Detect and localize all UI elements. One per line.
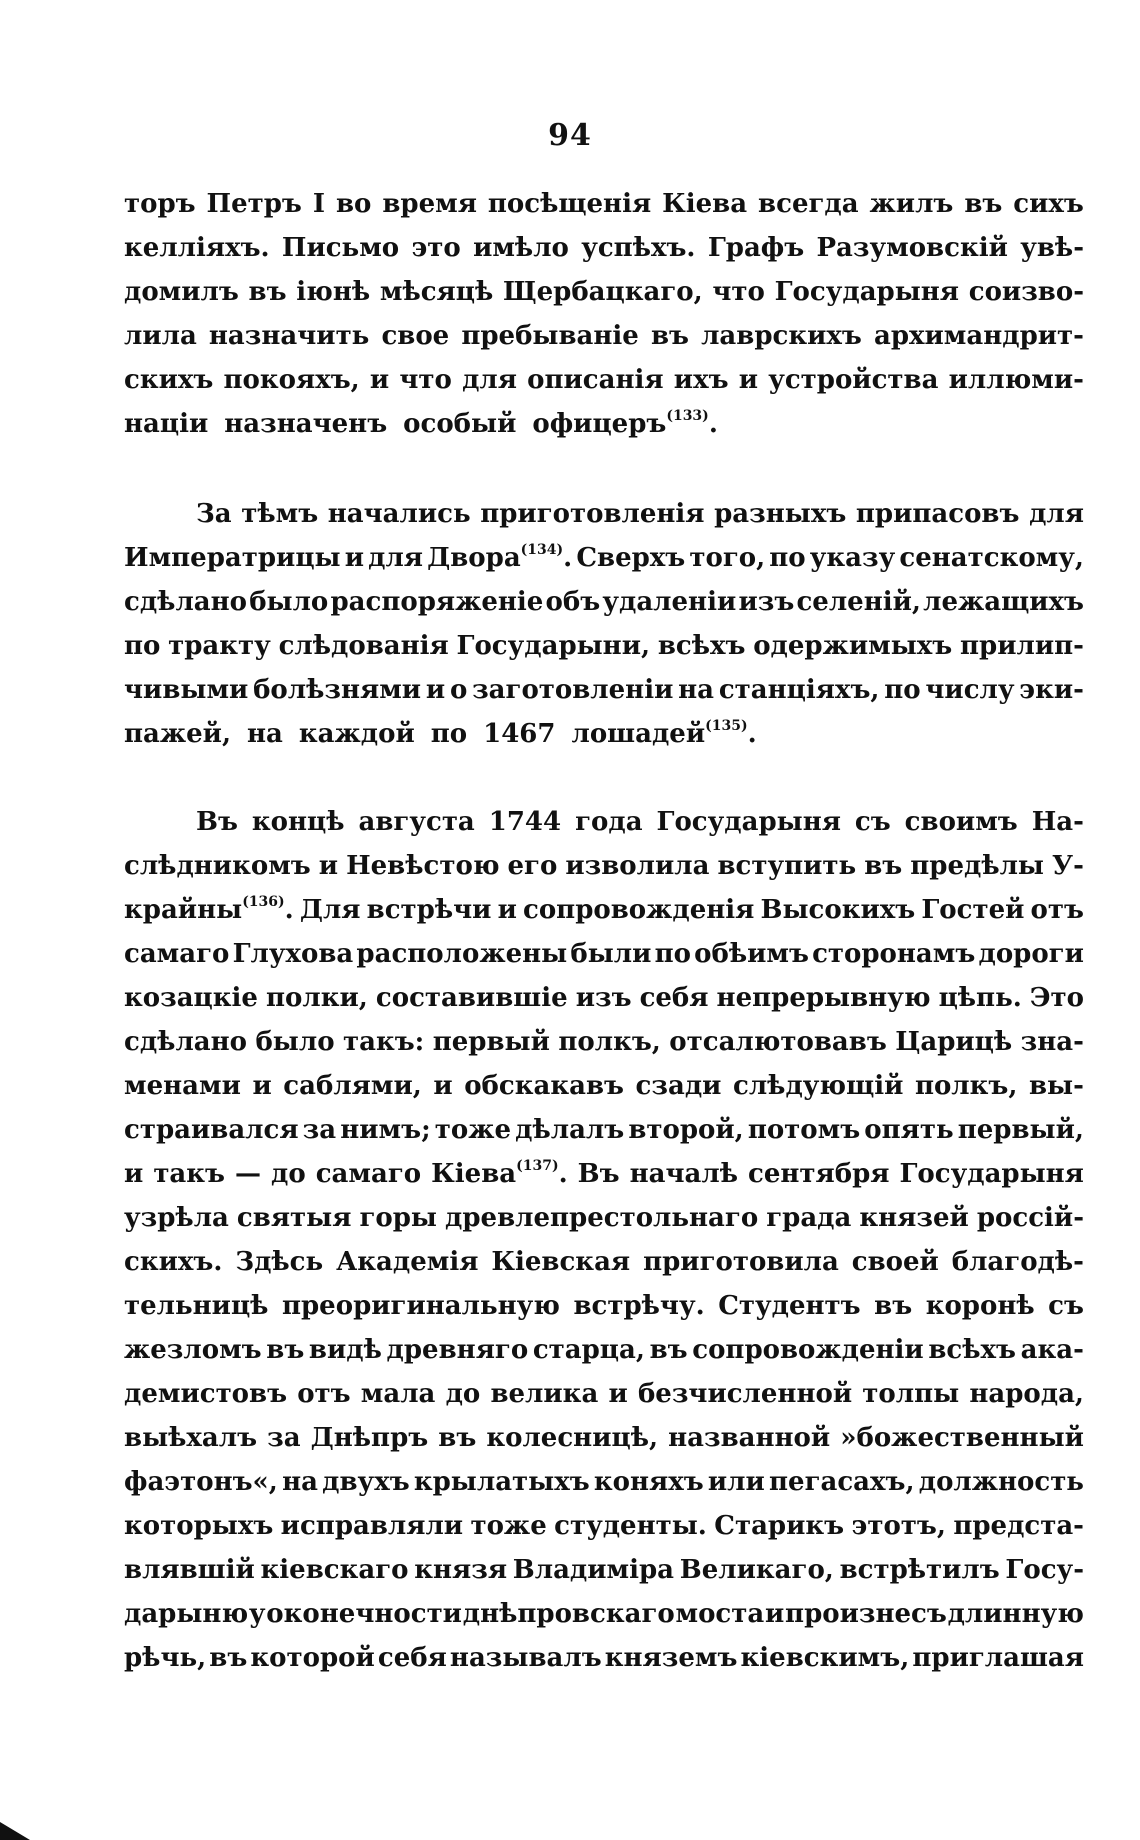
word: встрѣтилъ — [839, 1555, 1000, 1585]
word: Студентъ — [718, 1291, 861, 1321]
word: одержимыхъ — [753, 631, 953, 661]
word: сторонамъ — [812, 939, 976, 969]
word: Великаго, — [679, 1555, 834, 1585]
word: по — [654, 939, 691, 969]
word: жезломъ — [124, 1335, 262, 1365]
word: пажей, — [124, 719, 232, 749]
word: Государыня — [899, 1159, 1084, 1189]
word: своей — [851, 1247, 939, 1277]
footnote-reference: (136) — [242, 894, 285, 910]
word: моста — [675, 1599, 765, 1629]
word: въ — [248, 277, 287, 307]
word: расположены — [356, 939, 568, 969]
word: двухъ — [322, 1467, 410, 1497]
word: въ — [964, 189, 1003, 219]
word: начались — [327, 499, 471, 529]
word: и — [369, 365, 390, 395]
word: у — [248, 1599, 266, 1629]
word: обскакавъ — [464, 1071, 624, 1101]
word: въ — [874, 1291, 913, 1321]
word: и — [738, 365, 758, 395]
word: себя — [377, 1643, 447, 1673]
word: успѣхъ. — [581, 233, 696, 263]
paragraph-2 — [124, 492, 1084, 756]
page-number: 94 — [548, 118, 592, 153]
word: отъ — [1030, 895, 1084, 925]
word: заготовленіи — [472, 675, 674, 705]
word: самаго — [315, 1159, 422, 1189]
word: посѣщенія — [487, 189, 652, 219]
word: своимъ — [904, 807, 1018, 837]
text-line — [124, 226, 1084, 270]
word: Государыня — [774, 277, 960, 307]
word: узрѣла — [124, 1203, 229, 1233]
footnote-reference: (133) — [666, 408, 709, 424]
word: дарыню — [124, 1599, 249, 1629]
word: предѣлы — [910, 851, 1044, 881]
word: лежащихъ — [923, 587, 1084, 617]
word: цѣпь. — [938, 983, 1022, 1013]
word: въ — [438, 1423, 477, 1453]
word: Императрицы — [124, 543, 341, 573]
word: мѣсяцѣ — [379, 277, 494, 307]
word: самаго — [124, 939, 230, 969]
word: полки, — [266, 983, 368, 1013]
word: сдѣлано — [124, 587, 247, 617]
word: іюнѣ — [296, 277, 371, 307]
word: града — [766, 1203, 852, 1233]
word: были — [570, 939, 652, 969]
footnote-reference: (137) — [516, 1158, 559, 1174]
word: козацкіе — [124, 983, 258, 1013]
word: вступить — [717, 851, 857, 881]
word: въ — [266, 1335, 305, 1365]
word: года — [575, 807, 643, 837]
text-line — [124, 270, 1084, 314]
word: объ — [545, 587, 601, 617]
text-line — [124, 1152, 1084, 1196]
word: келліяхъ. — [124, 233, 270, 263]
word: потомъ — [747, 1115, 861, 1145]
word: предста- — [953, 1511, 1084, 1541]
word: Старикъ — [714, 1511, 845, 1541]
word: домилъ — [124, 277, 239, 307]
text-line — [124, 1548, 1084, 1592]
word: по — [769, 543, 806, 573]
word: соизво- — [968, 277, 1084, 307]
word: такъ: — [343, 1027, 425, 1057]
paragraph-3 — [124, 800, 1084, 1680]
word: студенты. — [554, 1511, 707, 1541]
word: и — [608, 1379, 628, 1409]
text-line — [124, 624, 1084, 668]
word: На- — [1031, 807, 1084, 837]
word: Графъ — [707, 233, 805, 263]
word: станціяхъ, — [718, 675, 880, 705]
word: сопровожденія — [523, 895, 755, 925]
word: страивался — [124, 1115, 299, 1145]
word: чивыми — [124, 675, 249, 705]
word: припасовъ — [855, 499, 1020, 529]
word: мала — [360, 1379, 436, 1409]
word: которыхъ — [124, 1511, 274, 1541]
word: во — [335, 189, 372, 219]
word: это — [411, 233, 461, 263]
word: и — [344, 543, 365, 573]
word: исправляли — [280, 1511, 464, 1541]
word: длинную — [947, 1599, 1084, 1629]
word: встрѣчи — [366, 895, 492, 925]
word: націи — [124, 409, 209, 439]
text-line — [124, 492, 1084, 536]
word: Госу- — [1005, 1555, 1084, 1585]
word: менами — [124, 1071, 241, 1101]
word: сзади — [635, 1071, 722, 1101]
word: слѣдующій — [733, 1071, 904, 1101]
text-line — [124, 314, 1084, 358]
word: или — [707, 1467, 765, 1497]
word: крылатыхъ — [413, 1467, 590, 1497]
word: лаврскихъ — [701, 321, 862, 351]
word: по — [884, 675, 921, 705]
word: этотъ, — [851, 1511, 946, 1541]
text-line — [124, 800, 1084, 844]
word: приглашая — [912, 1643, 1084, 1673]
word: указу — [809, 543, 896, 573]
word: скихъ — [124, 365, 214, 395]
word: Письмо — [281, 233, 400, 263]
word: тельницѣ — [124, 1291, 269, 1321]
word: назначенъ — [224, 409, 388, 439]
word: выѣхалъ — [124, 1423, 258, 1453]
text-line — [124, 1328, 1084, 1372]
word: старца, — [532, 1335, 645, 1365]
word: демистовъ — [124, 1379, 288, 1409]
word: лошадей$^{(135)}$. — [571, 718, 757, 749]
text-line — [124, 1240, 1084, 1284]
text-line — [124, 536, 1084, 580]
word: по — [124, 631, 161, 661]
word: для — [1029, 499, 1084, 529]
word: Щербацкаго, — [502, 277, 703, 307]
word: — — [235, 1159, 262, 1189]
word: и — [764, 1599, 785, 1629]
word: коронѣ — [925, 1291, 1035, 1321]
word: что — [712, 277, 765, 307]
word: время — [382, 189, 477, 219]
word: свое — [381, 321, 450, 351]
word: Государыня — [656, 807, 841, 837]
word: оконечности — [266, 1599, 462, 1629]
word: Невѣстою — [346, 851, 500, 881]
text-line — [124, 668, 1084, 712]
word: должность — [918, 1467, 1084, 1497]
word: слѣдованія — [278, 631, 449, 661]
word: торъ — [124, 189, 196, 219]
word: было — [255, 1027, 335, 1057]
text-line — [124, 1592, 1084, 1636]
word: рѣчь, — [124, 1643, 207, 1673]
word: кіевскаго — [260, 1555, 409, 1585]
word: было — [249, 587, 329, 617]
word: лила — [124, 321, 197, 351]
word: Кіева — [662, 189, 748, 219]
word: за — [302, 1115, 337, 1145]
word: видѣ — [308, 1335, 382, 1365]
word: отъ — [297, 1379, 351, 1409]
word: Академія — [336, 1247, 479, 1277]
text-line — [124, 1108, 1084, 1152]
word: такъ — [153, 1159, 225, 1189]
word: на — [678, 675, 715, 705]
word: Кіевская — [491, 1247, 631, 1277]
word: жилъ — [869, 189, 954, 219]
word: распоряженіе — [330, 587, 544, 617]
paragraph-1 — [124, 182, 1084, 446]
word: полкъ, — [914, 1071, 1018, 1101]
word: на — [282, 1467, 318, 1497]
word: нимъ; — [340, 1115, 431, 1145]
text-line — [124, 1196, 1084, 1240]
word: тракту — [168, 631, 271, 661]
word: эки- — [1019, 675, 1084, 705]
word: увѣ- — [1020, 233, 1084, 263]
text-line — [124, 1020, 1084, 1064]
word: горы — [359, 1203, 437, 1233]
word: ака- — [1020, 1335, 1084, 1365]
word: фаэтонъ«, — [124, 1467, 278, 1497]
word: до — [271, 1159, 306, 1189]
word: устройства — [768, 365, 939, 395]
word: Днѣпръ — [310, 1423, 429, 1453]
word: болѣзнями — [253, 675, 422, 705]
word: всѣхъ — [928, 1335, 1016, 1365]
text-line — [124, 888, 1084, 932]
word: изъ — [575, 983, 632, 1013]
word: иллюми- — [948, 365, 1084, 395]
word: днѣпровскаго — [462, 1599, 675, 1629]
word: Петръ — [206, 189, 302, 219]
word: 1744 — [488, 807, 562, 837]
word: преоригинальную — [281, 1291, 560, 1321]
word: отсалютовавъ — [669, 1027, 887, 1057]
word: и — [433, 1071, 453, 1101]
word: названной — [668, 1423, 831, 1453]
word: описанія — [527, 365, 664, 395]
word: себя — [639, 983, 709, 1013]
text-line — [124, 1504, 1084, 1548]
word: сопровожденіи — [692, 1335, 924, 1365]
word: князей — [859, 1203, 969, 1233]
word: пегасахъ, — [769, 1467, 915, 1497]
word: первый — [432, 1027, 550, 1057]
word: того, — [689, 543, 766, 573]
word: сихъ — [1013, 189, 1084, 219]
word: саблями, — [283, 1071, 422, 1101]
word: имѣло — [473, 233, 569, 263]
word: I — [312, 189, 325, 219]
word: удаленіи — [602, 587, 737, 617]
word: 1467 — [483, 719, 556, 749]
word: народа, — [969, 1379, 1084, 1409]
word: коняхъ — [593, 1467, 704, 1497]
text-line — [124, 976, 1084, 1020]
text-line — [124, 358, 1084, 402]
word: древлепрестольнаго — [445, 1203, 759, 1233]
word: покояхъ, — [223, 365, 360, 395]
word: и — [124, 1159, 144, 1189]
text-line — [124, 1460, 1084, 1504]
word: до — [445, 1379, 481, 1409]
word: толпы — [862, 1379, 960, 1409]
word: называлъ — [449, 1643, 602, 1673]
word: опять — [864, 1115, 954, 1145]
word: полкъ, — [558, 1027, 661, 1057]
word: въ — [209, 1643, 248, 1673]
word: второй, — [628, 1115, 744, 1145]
word: пребываніе — [461, 321, 639, 351]
word: велика — [490, 1379, 599, 1409]
word: Въ — [577, 1159, 620, 1189]
word: особый — [403, 409, 517, 439]
word: составившіе — [375, 983, 568, 1013]
word: для — [462, 365, 517, 395]
corner-mark — [0, 1822, 30, 1840]
word: всегда — [758, 189, 859, 219]
word: и — [318, 851, 339, 881]
word: вы- — [1028, 1071, 1084, 1101]
word: всѣхъ — [657, 631, 746, 661]
text-line — [124, 402, 1084, 446]
word: У- — [1052, 851, 1084, 881]
text-line — [124, 932, 1084, 976]
word: крайны$^{(136)}$. — [124, 894, 294, 925]
word: Государыни, — [456, 631, 651, 661]
word: княземъ — [604, 1643, 738, 1673]
word: Глухова — [232, 939, 354, 969]
word: архимандрит- — [873, 321, 1084, 351]
word: за — [267, 1423, 301, 1453]
text-line — [124, 1636, 1084, 1680]
word: въ — [650, 321, 689, 351]
word: каждой — [298, 719, 415, 749]
word: сентября — [748, 1159, 890, 1189]
word: и — [425, 675, 446, 705]
word: колесницѣ, — [486, 1423, 659, 1453]
word: ихъ — [673, 365, 729, 395]
word: тоже — [470, 1511, 547, 1541]
word: святыя — [236, 1203, 352, 1233]
word: изволила — [565, 851, 710, 881]
word: въ — [864, 851, 903, 881]
text-line — [124, 844, 1084, 888]
word: которой — [250, 1643, 375, 1673]
word: скихъ. — [124, 1247, 223, 1277]
footnote-reference: (134) — [520, 542, 564, 558]
word: Сверхъ — [576, 543, 686, 573]
word: россій- — [976, 1203, 1084, 1233]
word: Двора$^{(134)}$. — [427, 542, 573, 573]
word: Кіева$^{(137)}$. — [431, 1158, 568, 1189]
word: Здѣсь — [235, 1247, 324, 1277]
word: сенатскому, — [899, 543, 1084, 573]
word: Высокихъ — [760, 895, 916, 925]
word: слѣдникомъ — [124, 851, 311, 881]
word: Это — [1029, 983, 1084, 1013]
word: селеній, — [796, 587, 921, 617]
word: что — [399, 365, 452, 395]
word: началѣ — [629, 1159, 738, 1189]
word: и — [252, 1071, 272, 1101]
word: Гостей — [921, 895, 1025, 925]
word: произнесъ — [785, 1599, 947, 1629]
word: на — [247, 719, 283, 749]
word: разныхъ — [714, 499, 847, 529]
text-line — [124, 712, 1084, 756]
word: приготовленія — [480, 499, 705, 529]
text-line — [124, 580, 1084, 624]
word: тѣмъ — [241, 499, 319, 529]
word: Царицѣ — [895, 1027, 1013, 1057]
word: кіевскимъ, — [740, 1643, 910, 1673]
word: дѣлалъ — [515, 1115, 625, 1145]
word: Владиміра — [512, 1555, 675, 1585]
word: числу — [925, 675, 1015, 705]
word: Для — [299, 895, 361, 925]
word: князя — [414, 1555, 508, 1585]
word: влявшій — [124, 1555, 255, 1585]
word: концѣ — [251, 807, 345, 837]
word: изъ — [738, 587, 795, 617]
word: благодѣ- — [951, 1247, 1084, 1277]
word: За — [196, 499, 232, 529]
word: непрерывную — [716, 983, 931, 1013]
word: приготовила — [643, 1247, 839, 1277]
word: августа — [358, 807, 475, 837]
word: съ — [854, 807, 891, 837]
word: тоже — [434, 1115, 512, 1145]
text-line — [124, 1372, 1084, 1416]
word: дороги — [978, 939, 1084, 969]
word: »божественный — [840, 1423, 1084, 1453]
text-line — [124, 1284, 1084, 1328]
footnote-reference: (135) — [705, 718, 748, 734]
word: офицеръ$^{(133)}$. — [532, 408, 718, 439]
word: первый, — [957, 1115, 1084, 1145]
word: встрѣчу. — [573, 1291, 705, 1321]
word: въ — [649, 1335, 688, 1365]
word: и — [497, 895, 517, 925]
word: сдѣлано — [124, 1027, 247, 1057]
word: его — [507, 851, 558, 881]
text-line — [124, 1064, 1084, 1108]
word: прилип- — [960, 631, 1084, 661]
word: Въ — [196, 807, 238, 837]
word: съ — [1048, 1291, 1084, 1321]
word: зна- — [1020, 1027, 1084, 1057]
word: Разумовскій — [816, 233, 1008, 263]
word: древняго — [386, 1335, 529, 1365]
text-line — [124, 1416, 1084, 1460]
word: о — [449, 675, 468, 705]
word: назначить — [208, 321, 370, 351]
text-line — [124, 182, 1084, 226]
word: обѣимъ — [694, 939, 809, 969]
word: безчисленной — [637, 1379, 853, 1409]
word: по — [430, 719, 468, 749]
word: для — [368, 543, 423, 573]
